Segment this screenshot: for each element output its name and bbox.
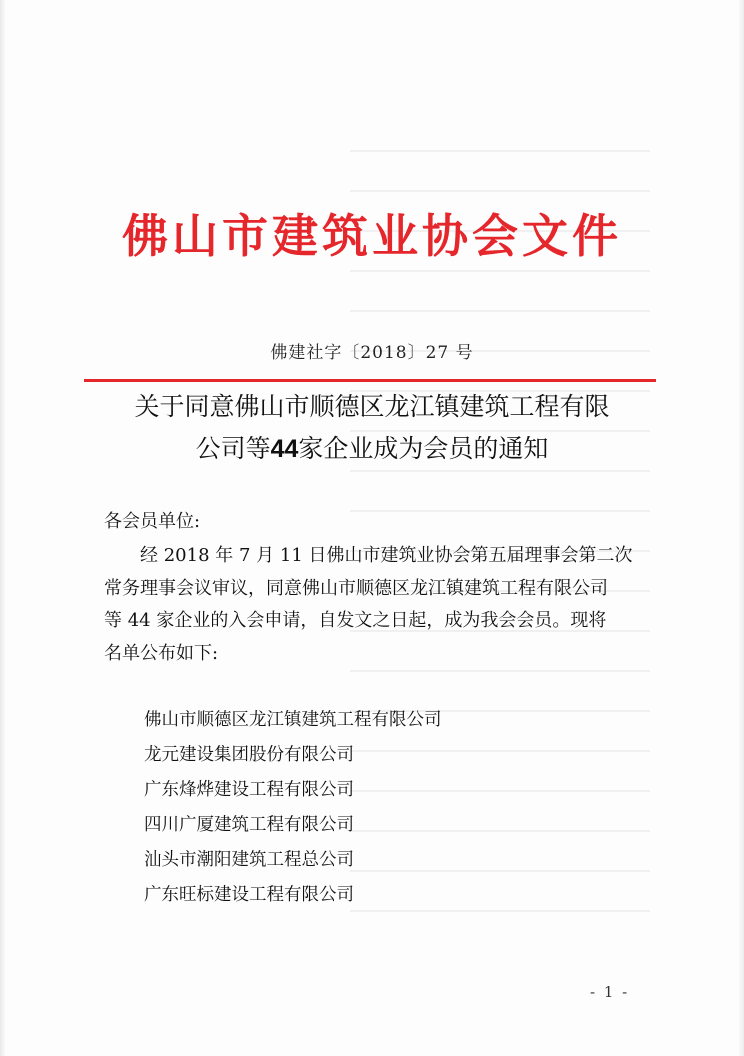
page-number: - 1 -	[590, 983, 630, 1001]
notice-title-count: 44	[270, 435, 299, 463]
member-item: 广东旺标建设工程有限公司	[144, 884, 354, 905]
page-right-edge	[738, 0, 744, 1056]
notice-title	[84, 386, 660, 470]
document-header-title: 佛山市建筑业协会文件	[122, 209, 622, 263]
member-item: 佛山市顺德区龙江镇建筑工程有限公司	[144, 710, 442, 730]
notice-title-line-1: 关于同意佛山市顺德区龙江镇建筑工程有限	[134, 392, 610, 421]
member-list	[144, 703, 442, 912]
body-line: 常务理事会议审议，同意佛山市顺德区龙江镇建筑工程有限公司	[104, 577, 608, 599]
body-line: 等 44 家企业的入会申请，自发文之日起，成为我会会员。现将	[104, 610, 607, 632]
member-item: 龙元建设集团股份有限公司	[144, 744, 354, 765]
document-number: 佛建社字〔2018〕27 号	[270, 343, 474, 363]
member-item: 汕头市潮阳建筑工程总公司	[144, 849, 354, 870]
page-left-edge	[0, 0, 6, 1056]
body-line: 名单公布如下:	[104, 642, 219, 664]
body-line: 经 2018 年 7 月 11 日佛山市建筑业协会第五届理事会第二次	[140, 545, 633, 566]
notice-title-line-2-suffix: 家企业成为会员的通知	[298, 434, 549, 463]
red-divider-line	[84, 379, 656, 382]
salutation: 各会员单位:	[104, 511, 201, 532]
member-item: 广东烽烨建设工程有限公司	[144, 779, 354, 800]
member-item: 四川广厦建筑工程有限公司	[144, 814, 354, 835]
notice-title-line-2-prefix: 公司等	[195, 434, 271, 463]
body-paragraph	[104, 540, 652, 670]
notice-title-line-2	[84, 428, 660, 470]
